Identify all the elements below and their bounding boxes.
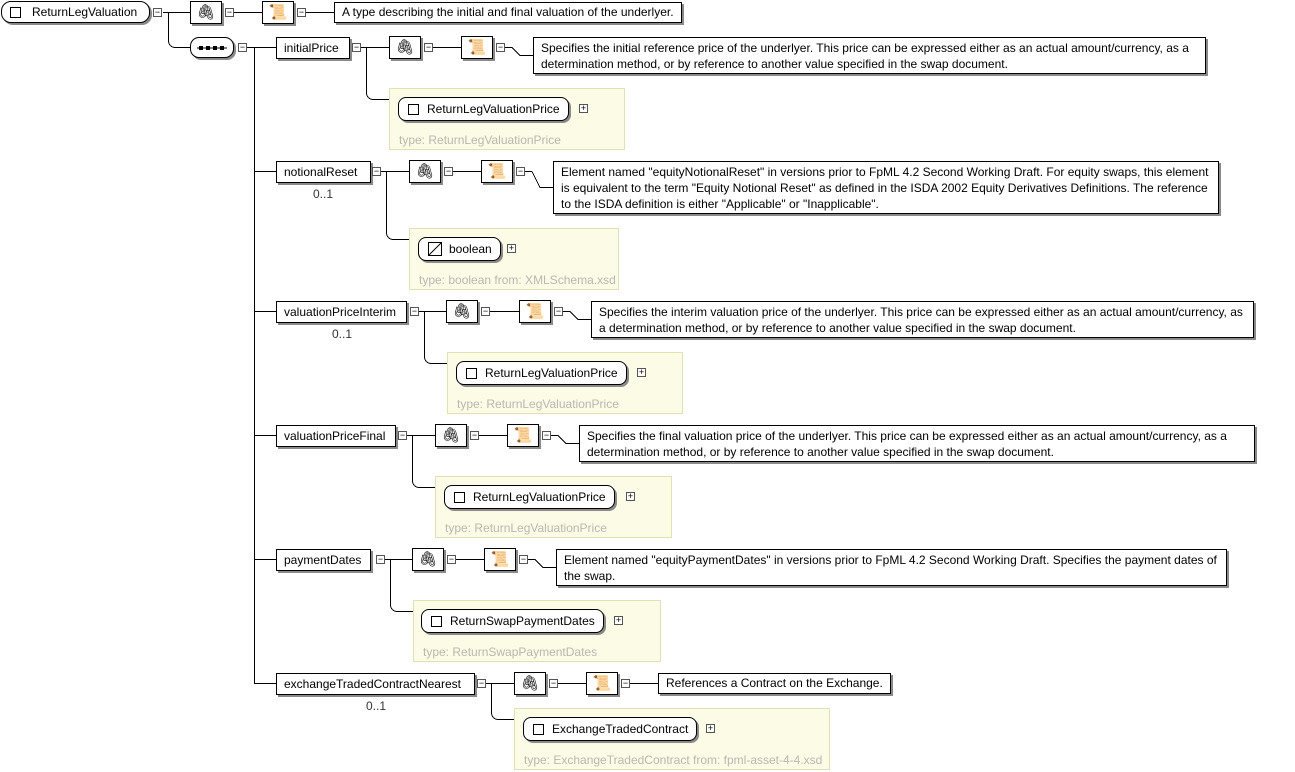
occurrence-label: 0..1	[332, 327, 353, 341]
expand-toggle-icon[interactable]: +	[627, 491, 634, 501]
complex-type-icon	[431, 616, 442, 627]
collapse-toggle-icon[interactable]: −	[298, 7, 305, 17]
root-documentation: A type describing the initial and final valuation of the underlyer.	[334, 2, 682, 23]
collapse-toggle-icon[interactable]: −	[550, 678, 557, 688]
expand-toggle-icon[interactable]: +	[508, 243, 515, 253]
scroll-icon[interactable]: 📜	[262, 1, 294, 24]
paperclip-icon[interactable]: 🖇	[446, 300, 478, 323]
type-name: ReturnLegValuationPrice	[473, 490, 606, 504]
element-valuationPriceInterim[interactable]: valuationPriceInterim	[276, 301, 407, 323]
paperclip-icon[interactable]: 🖇	[412, 548, 444, 571]
type-label: type: ExchangeTradedContract from: fpml-asset-4-4.xsd	[524, 753, 823, 767]
complex-type-icon	[10, 7, 21, 18]
type-label: type: boolean from: XMLSchema.xsd	[419, 273, 616, 287]
collapse-toggle-icon[interactable]: −	[555, 306, 562, 316]
simple-type-icon	[428, 242, 442, 256]
collapse-toggle-icon[interactable]: −	[373, 166, 380, 176]
collapse-toggle-icon[interactable]: −	[482, 306, 489, 316]
paperclip-icon[interactable]: 🖇	[389, 36, 421, 59]
expand-toggle-icon[interactable]: +	[638, 367, 645, 377]
scroll-icon[interactable]: 📜	[586, 672, 618, 695]
collapse-toggle-icon[interactable]: −	[448, 554, 455, 564]
collapse-toggle-icon[interactable]: −	[154, 7, 161, 17]
element-documentation: Specifies the final valuation price of the underlyer. This price can be expressed either as an actual amount/currency, as a determination method, or by reference to another value specified in the swap document.	[579, 425, 1255, 462]
complex-type-ReturnSwapPaymentDates[interactable]	[421, 609, 604, 633]
paperclip-icon[interactable]: 🖇	[190, 1, 222, 24]
complex-type-ExchangeTradedContract[interactable]	[523, 717, 697, 741]
simple-type-boolean[interactable]	[418, 237, 501, 261]
collapse-toggle-icon[interactable]: −	[471, 430, 478, 440]
collapse-toggle-icon[interactable]: −	[353, 42, 360, 52]
root-element[interactable]	[1, 1, 150, 23]
element-documentation: Element named "equityNotionalReset" in versions prior to FpML 4.2 Second Working Draft. For equity swaps, this element is equivalent to the term "Equity Notional Reset" as defined in the ISDA 2002 Equity Derivatives Definitions. The reference to the ISDA definition is either "Applicable" or "Inapplicable".	[553, 161, 1219, 214]
element-initialPrice[interactable]: initialPrice	[276, 37, 350, 59]
complex-type-icon	[408, 104, 419, 115]
element-valuationPriceFinal[interactable]: valuationPriceFinal	[276, 425, 396, 447]
type-label: type: ReturnLegValuationPrice	[399, 133, 561, 147]
collapse-toggle-icon[interactable]: −	[425, 42, 432, 52]
element-notionalReset[interactable]: notionalReset	[276, 161, 371, 183]
collapse-toggle-icon[interactable]: −	[377, 554, 384, 564]
collapse-toggle-icon[interactable]: −	[543, 430, 550, 440]
element-documentation: Specifies the interim valuation price of the underlyer. This price can be expressed either as an actual amount/currency, as a determination method, or by reference to another value specified in the swap document.	[591, 301, 1254, 338]
type-label: type: ReturnSwapPaymentDates	[423, 645, 598, 659]
collapse-toggle-icon[interactable]: −	[399, 430, 406, 440]
complex-type-ReturnLegValuationPrice[interactable]	[398, 97, 569, 121]
collapse-toggle-icon[interactable]: −	[517, 166, 524, 176]
element-documentation: References a Contract on the Exchange.	[658, 673, 891, 694]
complex-type-icon	[466, 368, 477, 379]
collapse-toggle-icon[interactable]: −	[622, 678, 629, 688]
collapse-toggle-icon[interactable]: −	[497, 42, 504, 52]
complex-type-ReturnLegValuationPrice[interactable]	[456, 361, 627, 385]
complex-type-icon	[533, 724, 544, 735]
paperclip-icon[interactable]: 🖇	[514, 672, 546, 695]
scroll-icon[interactable]: 📜	[461, 36, 493, 59]
root-element-name: ReturnLegValuation	[32, 5, 138, 19]
type-label: type: ReturnLegValuationPrice	[457, 397, 619, 411]
scroll-icon[interactable]: 📜	[519, 300, 551, 323]
sequence-dots-icon	[197, 45, 227, 51]
paperclip-icon[interactable]: 🖇	[435, 424, 467, 447]
collapse-toggle-icon[interactable]: −	[226, 7, 233, 17]
expand-toggle-icon[interactable]: +	[707, 723, 714, 733]
expand-toggle-icon[interactable]: +	[615, 615, 622, 625]
type-label: type: ReturnLegValuationPrice	[445, 521, 607, 535]
scroll-icon[interactable]: 📜	[481, 160, 513, 183]
collapse-toggle-icon[interactable]: −	[239, 42, 246, 52]
complex-type-ReturnLegValuationPrice[interactable]	[444, 485, 615, 509]
type-name: ReturnSwapPaymentDates	[450, 614, 595, 628]
expand-toggle-icon[interactable]: +	[580, 103, 587, 113]
collapse-toggle-icon[interactable]: −	[478, 678, 485, 688]
element-exchangeTradedContractNearest[interactable]: exchangeTradedContractNearest	[276, 673, 475, 695]
collapse-toggle-icon[interactable]: −	[411, 306, 418, 316]
collapse-toggle-icon[interactable]: −	[445, 166, 452, 176]
sequence-compositor-icon[interactable]	[190, 37, 234, 58]
type-name: boolean	[449, 242, 492, 256]
collapse-toggle-icon[interactable]: −	[520, 554, 527, 564]
paperclip-icon[interactable]: 🖇	[409, 160, 441, 183]
type-name: ExchangeTradedContract	[552, 722, 689, 736]
type-name: ReturnLegValuationPrice	[485, 366, 618, 380]
complex-type-icon	[454, 492, 465, 503]
element-paymentDates[interactable]: paymentDates	[276, 549, 371, 571]
scroll-icon[interactable]: 📜	[484, 548, 516, 571]
occurrence-label: 0..1	[313, 187, 334, 201]
element-documentation: Element named "equityPaymentDates" in versions prior to FpML 4.2 Second Working Draft. Specifies the payment dates of the swap.	[556, 549, 1227, 586]
scroll-icon[interactable]: 📜	[507, 424, 539, 447]
type-name: ReturnLegValuationPrice	[427, 102, 560, 116]
occurrence-label: 0..1	[366, 699, 387, 713]
element-documentation: Specifies the initial reference price of the underlyer. This price can be expressed either as an actual amount/currency, as a determination method, or by reference to another value specified in the swap document.	[533, 37, 1206, 74]
